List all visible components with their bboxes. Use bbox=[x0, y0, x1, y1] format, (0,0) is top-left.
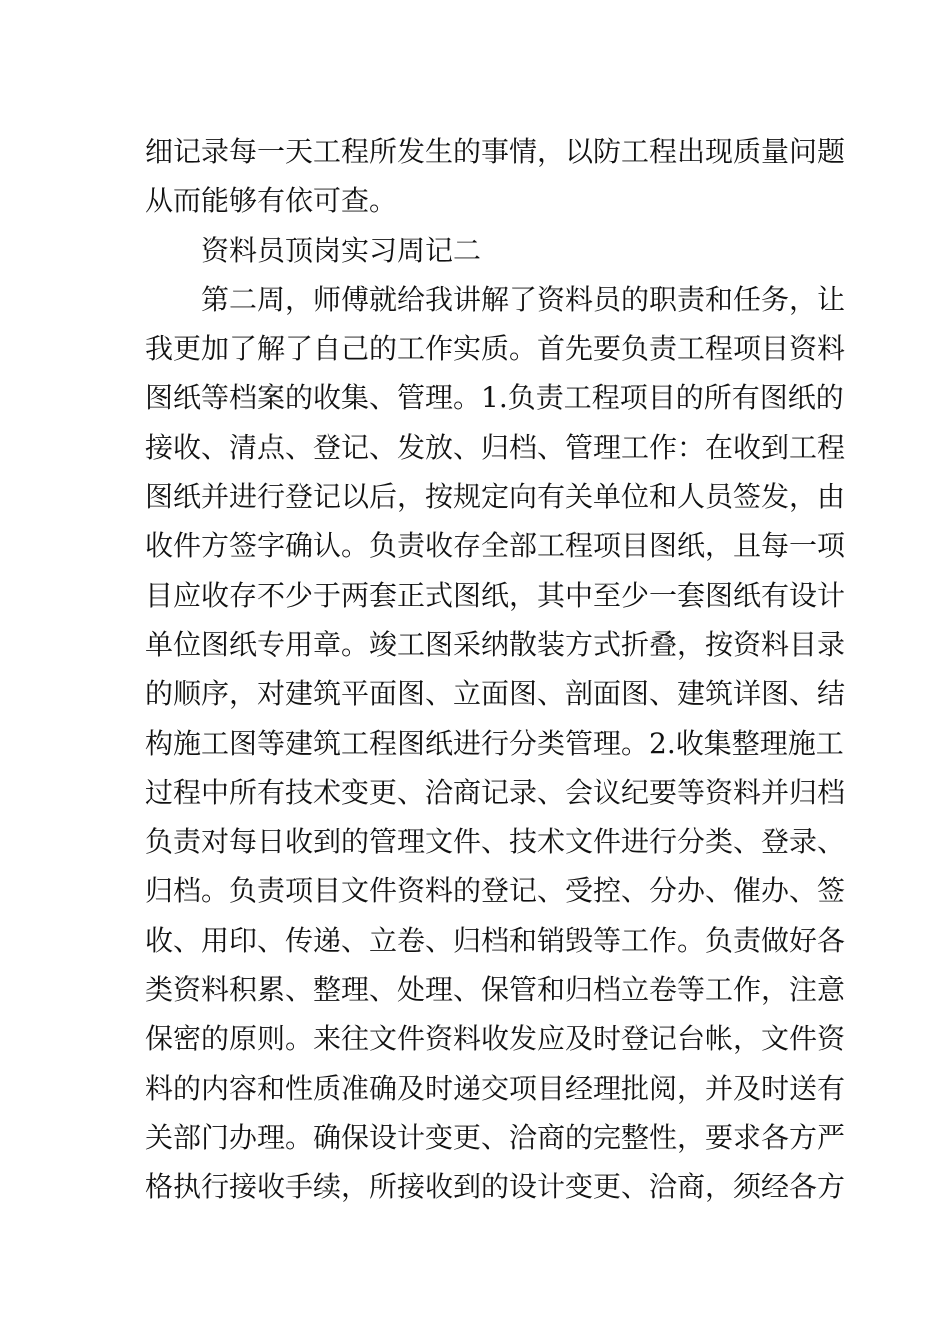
document-body bbox=[145, 127, 846, 1212]
text-line: 接收、清点、登记、发放、归档、管理工作：在收到工程 bbox=[145, 430, 846, 464]
text-line: 图纸等档案的收集、管理。1.负责工程项目的所有图纸的 bbox=[145, 381, 844, 415]
text-line: 从而能够有依可查。 bbox=[145, 184, 398, 218]
text-line: 我更加了解了自己的工作实质。首先要负责工程项目资料 bbox=[145, 332, 846, 366]
text-line: 细记录每一天工程所发生的事情，以防工程出现质量问题 bbox=[145, 135, 846, 168]
text-line: 归档。负责项目文件资料的登记、受控、分办、催办、签 bbox=[145, 874, 846, 908]
section-heading: 资料员顶岗实习周记二 bbox=[201, 233, 482, 267]
text-line: 第二周，师傅就给我讲解了资料员的职责和任务，让 bbox=[201, 282, 846, 316]
text-line: 料的内容和性质准确及时递交项目经理批阅，并及时送有 bbox=[145, 1071, 846, 1105]
text-line: 收、用印、传递、立卷、归档和销毁等工作。负责做好各 bbox=[145, 923, 846, 957]
text-line: 关部门办理。确保设计变更、洽商的完整性，要求各方严 bbox=[145, 1120, 846, 1154]
text-line: 目应收存不少于两套正式图纸，其中至少一套图纸有设计 bbox=[145, 578, 846, 612]
text-line: 保密的原则。来往文件资料收发应及时登记台帐，文件资 bbox=[145, 1022, 846, 1056]
text-line: 格执行接收手续，所接收到的设计变更、洽商，须经各方 bbox=[145, 1170, 846, 1204]
text-line: 单位图纸专用章。竣工图采纳散装方式折叠，按资料目录 bbox=[145, 627, 846, 661]
text-line: 负责对每日收到的管理文件、技术文件进行分类、登录、 bbox=[145, 825, 846, 859]
text-line: 收件方签字确认。负责收存全部工程项目图纸，且每一项 bbox=[145, 529, 846, 563]
text-line: 过程中所有技术变更、洽商记录、会议纪要等资料并归档 bbox=[145, 775, 846, 809]
text-line: 构施工图等建筑工程图纸进行分类管理。2.收集整理施工 bbox=[145, 726, 844, 760]
text-line: 类资料积累、整理、处理、保管和归档立卷等工作，注意 bbox=[145, 973, 846, 1007]
text-line: 的顺序，对建筑平面图、立面图、剖面图、建筑详图、结 bbox=[145, 677, 846, 711]
text-line: 图纸并进行登记以后，按规定向有关单位和人员签发，由 bbox=[145, 480, 846, 514]
